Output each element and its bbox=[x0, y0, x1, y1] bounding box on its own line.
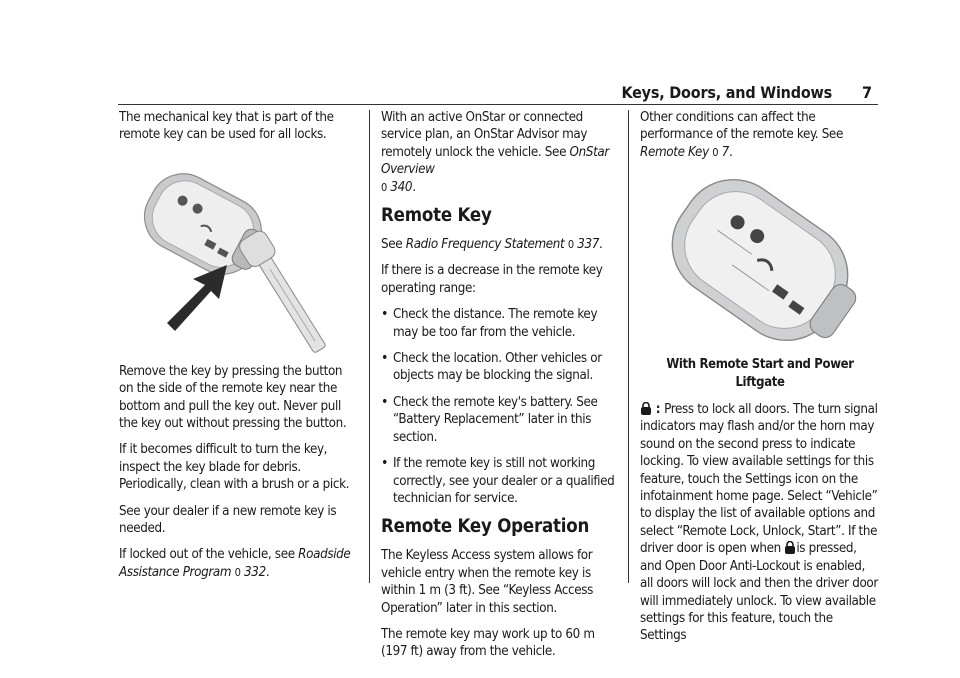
paragraph-other-conditions: Other conditions can affect the performance of the remote key. See Remote Key 0 7. bbox=[640, 110, 843, 160]
heading-remote-key: Remote Key bbox=[381, 205, 492, 227]
page-ref-arrow-icon: 0 bbox=[234, 565, 241, 579]
range-checklist bbox=[381, 306, 621, 507]
link-radio-frequency[interactable]: Radio Frequency Statement bbox=[405, 237, 565, 253]
lock-icon bbox=[784, 541, 796, 554]
link-remote-key[interactable]: Remote Key bbox=[640, 144, 709, 160]
page-number: 7 bbox=[861, 83, 872, 102]
page-ref-arrow-icon: 0 bbox=[567, 238, 574, 252]
column-divider-1 bbox=[369, 110, 370, 583]
page-ref-340[interactable]: 340 bbox=[390, 179, 413, 195]
page-ref-337[interactable]: 337 bbox=[577, 237, 599, 253]
page-ref-332[interactable]: 332 bbox=[244, 564, 266, 580]
lock-icon bbox=[640, 402, 652, 415]
link-onstar-overview[interactable]: OnStar Overview bbox=[381, 144, 609, 178]
column-1 bbox=[119, 109, 359, 590]
remote-key-illustration bbox=[640, 170, 880, 350]
page-ref-7[interactable]: 7 bbox=[721, 144, 729, 160]
header-rule bbox=[118, 104, 878, 105]
paragraph-remove-key: Remove the key by pressing the button on the side of the remote key near the bottom and pull the key out. Never pull the key out without pressing the button. bbox=[119, 363, 347, 432]
paragraph-range-60m: The remote key may work up to 60 m (197 ft) away from the vehicle. bbox=[381, 626, 595, 660]
paragraph-see-radio: See Radio Frequency Statement 0 337. bbox=[381, 237, 603, 253]
section-title: Keys, Doors, and Windows bbox=[621, 83, 832, 102]
list-item: • Check the remote key's battery. See “Battery Replacement” later in this section. bbox=[381, 394, 621, 446]
column-divider-2 bbox=[628, 110, 629, 583]
column-3 bbox=[640, 109, 880, 654]
heading-remote-key-operation: Remote Key Operation bbox=[381, 516, 590, 538]
paragraph-range-decrease: If there is a decrease in the remote key operating range: bbox=[381, 263, 603, 296]
paragraph-locked-out: If locked out of the vehicle, see Roadside Assistance Program 0 332. bbox=[119, 547, 351, 580]
paragraph-difficult-turn: If it becomes difficult to turn the key, inspect the key blade for debris. Periodically, clean with a brush or a pick. bbox=[119, 442, 350, 493]
page-ref-arrow-icon: 0 bbox=[381, 180, 387, 194]
key-removal-illustration bbox=[119, 153, 359, 353]
paragraph-onstar: With an active OnStar or connected service plan, an OnStar Advisor may remotely unlock the vehicle. See OnStar Overview 0 340. bbox=[381, 110, 609, 195]
list-item: • Check the distance. The remote key may be too far from the vehicle. bbox=[381, 306, 621, 341]
paragraph-mechanical-key: The mechanical key that is part of the remote key can be used for all locks. bbox=[119, 110, 334, 143]
paragraph-new-key: See your dealer if a new remote key is needed. bbox=[119, 503, 337, 537]
list-item: • Check the location. Other vehicles or objects may be blocking the signal. bbox=[381, 350, 621, 385]
list-item: • If the remote key is still not working correctly, see your dealer or a qualified technician for service. bbox=[381, 455, 621, 507]
page-ref-arrow-icon: 0 bbox=[712, 145, 719, 159]
column-2 bbox=[381, 109, 621, 670]
paragraph-keyless-access: The Keyless Access system allows for vehicle entry when the remote key is within 1 m (3 ft). See “Keyless Access Operation” later in this section. bbox=[381, 548, 594, 616]
remote-key-figure bbox=[640, 170, 880, 350]
paragraph-lock-button: : Press to lock all doors. The turn signal indicators may flash and/or the horn may sound on the second press to indicate locking. To view available settings for this feature, touch the Settings icon on the infotainment home page. Select “Vehicle” to display the list of available options and select “Remote Lock, Unlock, Start”. If the driver door is open when is pressed, and Open Door Anti-Lockout is enabled, all doors will lock and then the driver door will immediately unlock. To view available settings for this feature, touch the Settings bbox=[640, 402, 878, 644]
key-removal-figure bbox=[119, 153, 359, 353]
figure-caption: With Remote Start and Power Liftgate bbox=[666, 357, 854, 390]
link-roadside-assistance[interactable]: Roadside Assistance Program bbox=[119, 547, 351, 580]
page-header bbox=[0, 83, 960, 105]
